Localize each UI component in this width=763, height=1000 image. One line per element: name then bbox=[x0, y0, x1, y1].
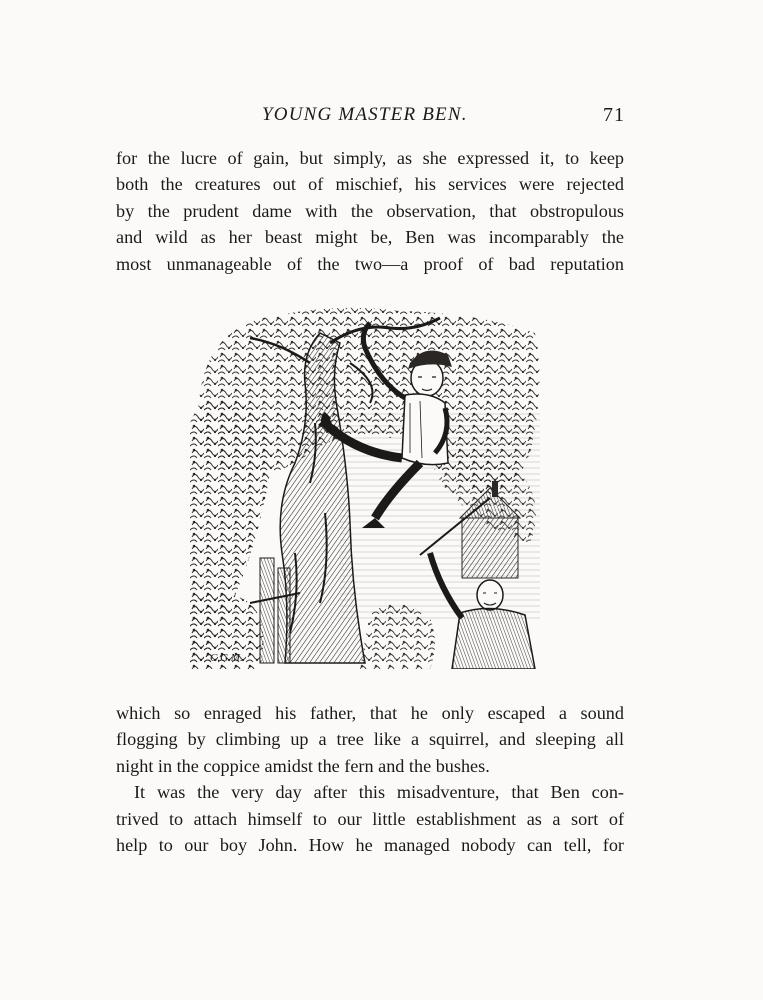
text-line: It was the very day after this misadventure, that Ben con- bbox=[134, 782, 624, 803]
text-line: both the creatures out of mischief, his services were rejected bbox=[116, 174, 624, 195]
text-block-top bbox=[116, 145, 624, 277]
text-line: night in the coppice amidst the fern and the bushes. bbox=[116, 755, 490, 776]
running-head bbox=[0, 104, 763, 134]
text-line: trived to attach himself to our little establishment as a sort of bbox=[116, 808, 624, 829]
text-line: by the prudent dame with the observation, that obstropulous bbox=[116, 200, 624, 221]
text-line: help to our boy John. How he managed nobody can tell, for bbox=[116, 835, 624, 856]
illustration-boy-climbing-tree bbox=[190, 303, 546, 669]
text-block-bottom bbox=[116, 700, 624, 858]
page-number: 71 bbox=[603, 104, 625, 126]
illustrator-signature: C.G.M. bbox=[210, 652, 243, 664]
text-line: for the lucre of gain, but simply, as she expressed it, to keep bbox=[116, 148, 624, 168]
running-title: YOUNG MASTER BEN. bbox=[262, 104, 468, 125]
text-line: flogging by climbing up a tree like a squirrel, and sleeping all bbox=[116, 729, 624, 750]
text-line: and wild as her beast might be, Ben was incomparably the bbox=[116, 227, 624, 248]
text-line: which so enraged his father, that he only escaped a sound bbox=[116, 703, 624, 723]
text-line: most unmanageable of the two—a proof of bad reputation bbox=[116, 253, 624, 274]
